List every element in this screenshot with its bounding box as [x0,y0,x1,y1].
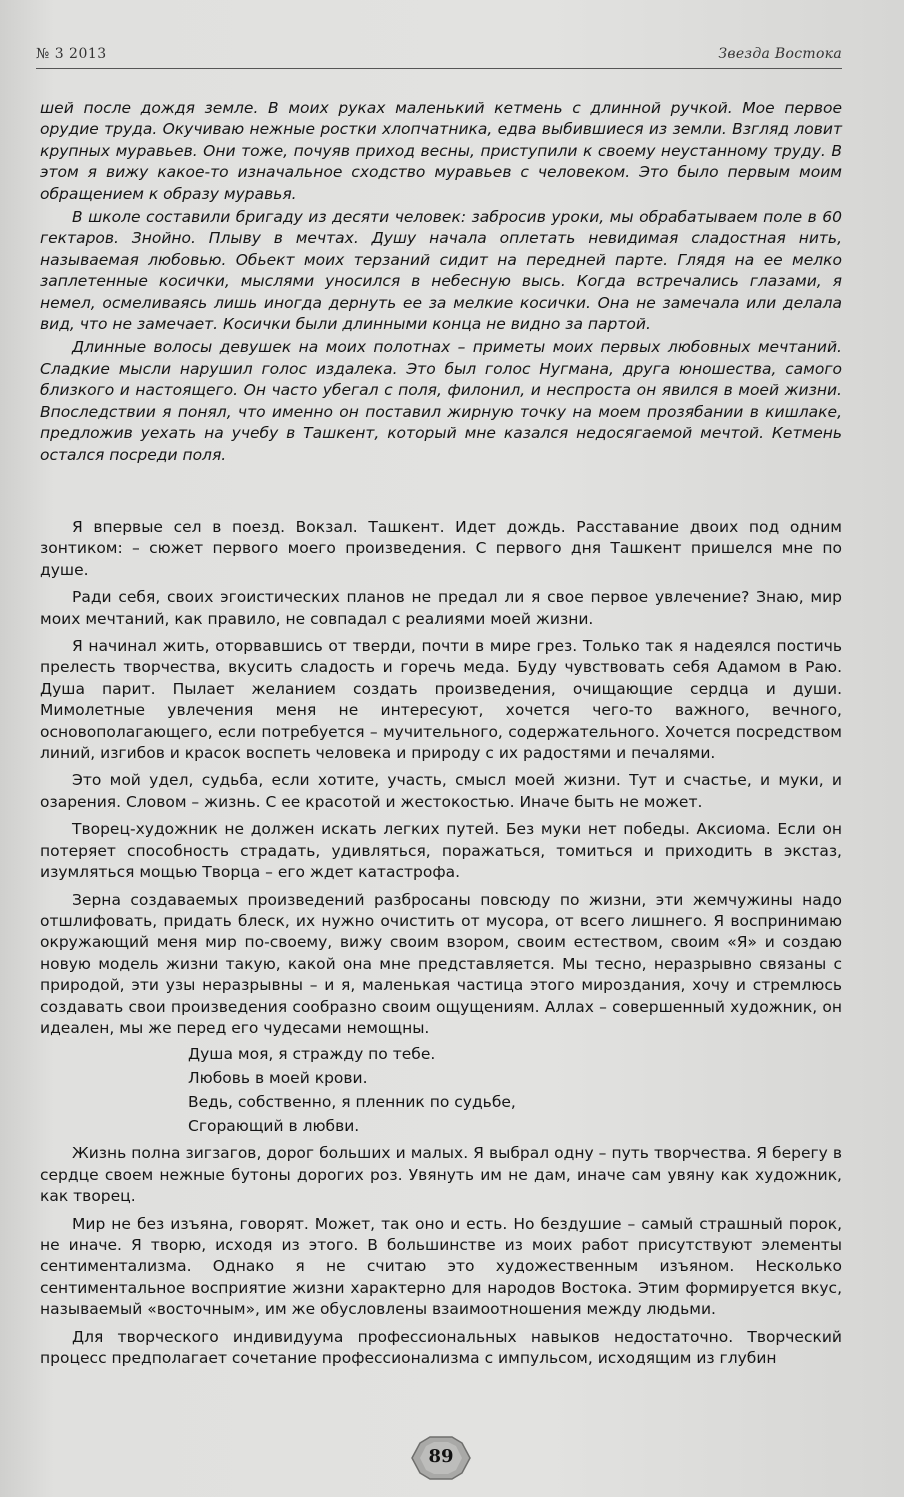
paragraph: Творец-художник не должен искать легких путей. Без муки нет победы. Аксиома. Если он потеряет способность страдать, удивляться, поражаться, томиться и приходить в экстаз, изумляться мощью Творца – его ждет катастрофа. [40,820,842,882]
journal-title: Звезда Востока [718,46,842,62]
paragraph: Длинные волосы девушек на моих полотнах – приметы моих первых любовных мечтаний. Сладкие мысли нарушил голос издалека. Это был голос Нугмана, друга юношества, самого близкого и настоящего. Он часто убегал с поля, филонил, и неспроста он явился в моей жизни. Впоследствии я понял, что именно он поставил жирную точку на моем прозябании в кишлаке, предложив уехать на учебу в Ташкент, который мне казался недосягаемой мечтой. Кетмень остался посреди поля. [40,338,842,464]
paragraph: Я впервые сел в поезд. Вокзал. Ташкент. Идет дождь. Расставание двоих под одним зонтиком: – сюжет первого моего произведения. С первого дня Ташкент пришелся мне по душе. [40,518,842,579]
header-rule [36,68,842,69]
poem-line: Душа моя, я стражду по тебе. [188,1045,436,1064]
paragraph: Я начинал жить, оторвавшись от тверди, почти в мире грез. Только так я надеялся постичь прелесть творчества, вкусить сладость и горечь меда. Буду чувствовать себя Адамом в Раю. Душа парит. Пылает желанием создать произведения, очищающие сердца и души. Мимолетные увлечения меня не интересуют, хочется чего-то важного, вечного, основополагающего, если потребуется – мучительного, содержательного. Хочется посредством линий, изгибов и красок воспеть человека и природу с их радостями и печалями. [40,637,842,763]
page-number-badge [410,1435,472,1481]
page-number: 89 [428,1446,454,1467]
issue-number: № 3 2013 [36,46,107,62]
running-header [36,46,842,66]
poem-line: Сгорающий в любви. [188,1117,360,1136]
main-text-section [40,517,842,1369]
poem-line: Ведь, собственно, я пленник по судьбе, [188,1093,516,1112]
paragraph: Зерна создаваемых произведений разбросаны повсюду по жизни, эти жемчужины надо отшлифовать, придать блеск, их нужно очистить от мусора, от всего лишнего. Я воспринимаю окружающий меня мир по-своему, вижу своим взором, своим естеством, своим «Я» и создаю новую модель жизни такую, какой она мне представляется. Мы тесно, неразрывно связаны с природой, эти узы неразрывны – и я, маленькая частица этого мироздания, хочу и стремлюсь создавать свои произведения сообразно своим ощущениям. Аллах – совершенный художник, он идеален, мы же перед его чудесами немощны. [40,890,842,1037]
poem-line: Любовь в моей крови. [188,1069,368,1088]
paragraph: Мир не без изъяна, говорят. Может, так оно и есть. Но бездушие – самый страшный порок, не иначе. Я творю, исходя из этого. В большинстве из моих работ присутствуют элементы сентиментализма. Однако я не считаю это художественным изъяном. Несколько сентиментальное восприятие жизни характерно для народов Востока. Этим формируется вкус, называемый «восточным», им же обусловлены взаимоотношения между людьми. [40,1214,842,1319]
paragraph: шей после дождя земле. В моих руках маленький кетмень с длинной ручкой. Мое первое орудие труда. Окучиваю нежные ростки хлопчатника, едва выбившиеся из земли. Взгляд ловит крупных муравьев. Они тоже, почуяв приход весны, приступили к своему неустанному труду. В этом я вижу какое-то изначальное сходство муравьев с человеком. Это было первым моим обращением к образу муравья. [40,99,842,203]
paragraph: В школе составили бригаду из десяти человек: забросив уроки, мы обрабатываем поле в 60 гектаров. Знойно. Плыву в мечтах. Душу начала оплетать невидимая сладостная нить, называемая любовью. Обьект моих терзаний сидит на передней парте. Глядя на ее мелко заплетенные косички, мыслями уносился в небесную высь. Когда встречались глазами, я немел, осмеливаясь лишь иногда дернуть ее за мелкие косички. Она не замечала или делала вид, что не замечает. Косички были длинными конца не видно за партой. [40,208,842,334]
poem [188,1042,842,1138]
italic-section [40,98,842,466]
paragraph: Это мой удел, судьба, если хотите, участь, смысл моей жизни. Тут и счастье, и муки, и озарения. Словом – жизнь. С ее красотой и жестокостью. Иначе быть не может. [40,771,842,811]
paragraph: Ради себя, своих эгоистических планов не предал ли я свое первое увлечение? Знаю, мир моих мечтаний, как правило, не совпадал с реалиями моей жизни. [40,588,842,628]
paragraph: Для творческого индивидуума профессиональных навыков недостаточно. Творческий процесс предполагает сочетание профессионализма с импульсом, исходящим из глубин [40,1327,842,1367]
paragraph: Жизнь полна зигзагов, дорог больших и малых. Я выбрал одну – путь творчества. Я берегу в сердце своем нежные бутоны дорогих роз. Увянуть им не дам, иначе сам увяну как художник, как творец. [40,1144,842,1206]
